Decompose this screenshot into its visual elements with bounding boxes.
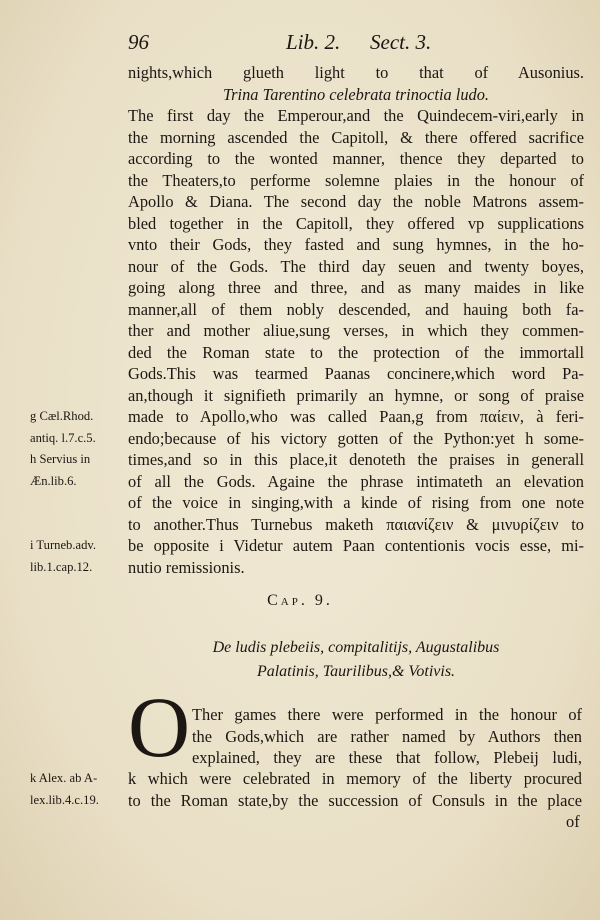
text-line: going along three and three, and as many maides in like — [128, 278, 584, 297]
chapter-body-line: the Gods,which are rather named by Authors then — [192, 726, 582, 746]
text-line: nights,which glueth light to that of Ausonius. — [128, 63, 584, 82]
margin-note: Æn.lib.6. — [30, 473, 77, 488]
chapter-heading: Cap. 9. — [267, 592, 333, 609]
text-line: times,and so in this place,it denoteth the praises in generall — [128, 450, 584, 469]
text-line: manner,all of them nobly descended, and hauing both fa- — [128, 299, 584, 319]
running-header — [128, 30, 448, 56]
main-text-block — [128, 62, 584, 578]
text-line: nour of the Gods. The third day seuen and twenty boyes, — [128, 256, 584, 276]
margin-note: lib.1.cap.12. — [30, 559, 93, 574]
text-line: Gods.This was tearmed Paanas concinere,which word Pa- — [128, 364, 584, 383]
margin-notes — [30, 62, 126, 578]
text-line: bled together in the Capitoll, they offered vp supplications — [128, 213, 584, 233]
text-line: vnto their Gods, they fasted and sung hymnes, in the ho- — [128, 235, 584, 254]
chapter-body-line: Ther games there were performed in the honour of — [192, 705, 582, 724]
text-line: Apollo & Diana. The second day the noble Matrons assem- — [128, 192, 584, 211]
section-number: Sect. 3. — [370, 30, 432, 54]
margin-note: k Alex. ab A- — [30, 771, 98, 785]
text-line: Trina Tarentino celebrata trinoctia ludo. — [222, 84, 490, 104]
text-line: an,though it signifieth primarily an hymne, or song of praise — [128, 385, 584, 405]
catchword — [566, 811, 596, 833]
chapter-body-first-lines — [192, 704, 582, 769]
chapter-margin-notes — [30, 768, 126, 811]
text-line: be opposite i Videtur autem Paan contentionis vocis esse, mi- — [128, 536, 584, 555]
text-line: of the voice in singing,with a kinde of rising from one note — [128, 493, 584, 512]
text-line: of all the Gods. Againe the phrase intimateth an elevation — [128, 471, 584, 491]
text-line: the morning ascended the Capitoll, & there offered sacrifice — [128, 127, 584, 147]
text-line: nutio remissionis. — [128, 557, 245, 577]
text-line: endo;because of his victory gotten of the Python:yet h some- — [128, 428, 584, 448]
chapter-body-line: explained, they are these that follow, Plebeij ludi, — [192, 748, 582, 767]
text-line: the Theaters,to performe solemne plaies in the honour of — [128, 170, 584, 190]
text-line: ded the Roman state to the protection of the immortall — [128, 342, 584, 362]
text-line: according to the wonted manner, thence they departed to — [128, 149, 584, 168]
chapter-body-rest — [128, 768, 582, 811]
chapter-subtitle-line-1: De ludis plebeiis, compitalitijs, Augustalibus — [212, 639, 500, 656]
chapter-subtitle-line-2: Palatinis, Taurilibus,& Votivis. — [256, 663, 456, 680]
catchword-text: of — [566, 812, 580, 831]
text-line: ther and mother aliue,sung verses, in which they commen- — [128, 321, 584, 340]
drop-capital: O — [128, 679, 191, 775]
text-line: to another.Thus Turnebus maketh παιανίζειν & μινυρίζειν to — [128, 514, 584, 534]
margin-note: antiq. l.7.c.5. — [30, 430, 96, 445]
margin-note: i Turneb.adv. — [30, 538, 97, 552]
margin-note: g Cæl.Rhod. — [30, 409, 94, 423]
page-number: 96 — [128, 30, 149, 54]
chapter-body-line: k which were celebrated in memory of the liberty procured — [128, 769, 582, 788]
text-line: made to Apollo,who was called Paan,g from παίειν, à feri- — [128, 407, 584, 426]
margin-note: lex.lib.4.c.19. — [30, 792, 99, 807]
margin-note: h Servius in — [30, 452, 91, 466]
book-number: Lib. 2. — [286, 30, 341, 54]
chapter-body-line: to the Roman state,by the succession of Consuls in the place — [128, 790, 582, 810]
text-line: The first day the Emperour,and the Quindecem-viri,early in — [128, 106, 584, 125]
